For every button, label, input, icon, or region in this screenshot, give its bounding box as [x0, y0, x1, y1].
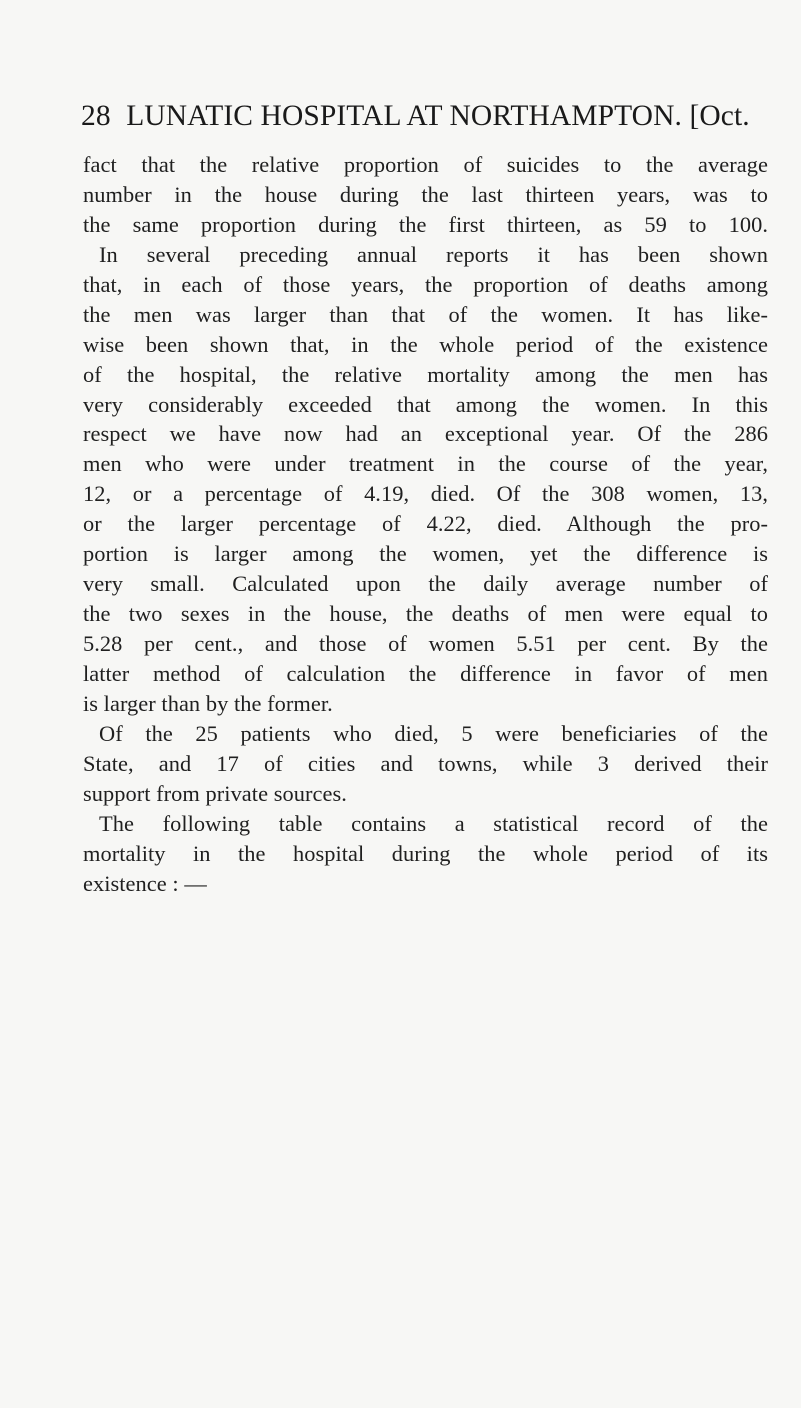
text-line: mortality in the hospital during the whole period of its: [83, 840, 768, 866]
text-line: is larger than by the former.: [83, 690, 333, 716]
text-line: or the larger percentage of 4.22, died. Although the pro-: [83, 511, 768, 537]
text-line: that, in each of those years, the proportion of deaths among: [83, 271, 768, 297]
text-line: men who were under treatment in the course of the year,: [83, 451, 768, 477]
text-line: wise been shown that, in the whole period of the existence: [83, 331, 768, 357]
running-header: [81, 94, 771, 138]
text-line: 5.28 per cent., and those of women 5.51 per cent. By the: [83, 631, 768, 656]
header-month: [Oct.: [689, 100, 750, 132]
text-line: latter method of calculation the difference in favor of men: [83, 660, 768, 686]
text-line: fact that the relative proportion of suicides to the average: [83, 152, 768, 177]
text-line: portion is larger among the women, yet the difference is: [83, 541, 768, 567]
page-number: 28: [81, 100, 111, 132]
text-line: very small. Calculated upon the daily average number of: [83, 571, 768, 597]
text-line: support from private sources.: [83, 780, 347, 806]
text-line: the two sexes in the house, the deaths of men were equal to: [83, 601, 768, 627]
text-line: In several preceding annual reports it has been shown: [99, 241, 768, 267]
text-line: very considerably exceeded that among the women. In this: [83, 391, 768, 417]
text-line: existence : —: [83, 870, 207, 896]
header-title: LUNATIC HOSPITAL AT NORTHAMPTON.: [126, 100, 682, 132]
text-line: The following table contains a statistical record of the: [99, 810, 768, 836]
text-line: Of the 25 patients who died, 5 were beneficiaries of the: [99, 720, 768, 746]
text-line: the same proportion during the first thirteen, as 59 to 100.: [83, 211, 768, 237]
body-text: [83, 150, 768, 898]
text-line: number in the house during the last thirteen years, was to: [83, 181, 768, 207]
text-line: State, and 17 of cities and towns, while 3 derived their: [83, 750, 768, 776]
text-line: 12, or a percentage of 4.19, died. Of the 308 women, 13,: [83, 481, 768, 507]
text-line: the men was larger than that of the women. It has like-: [83, 301, 768, 327]
text-line: of the hospital, the relative mortality among the men has: [83, 361, 768, 387]
text-line: respect we have now had an exceptional year. Of the 286: [83, 421, 768, 447]
